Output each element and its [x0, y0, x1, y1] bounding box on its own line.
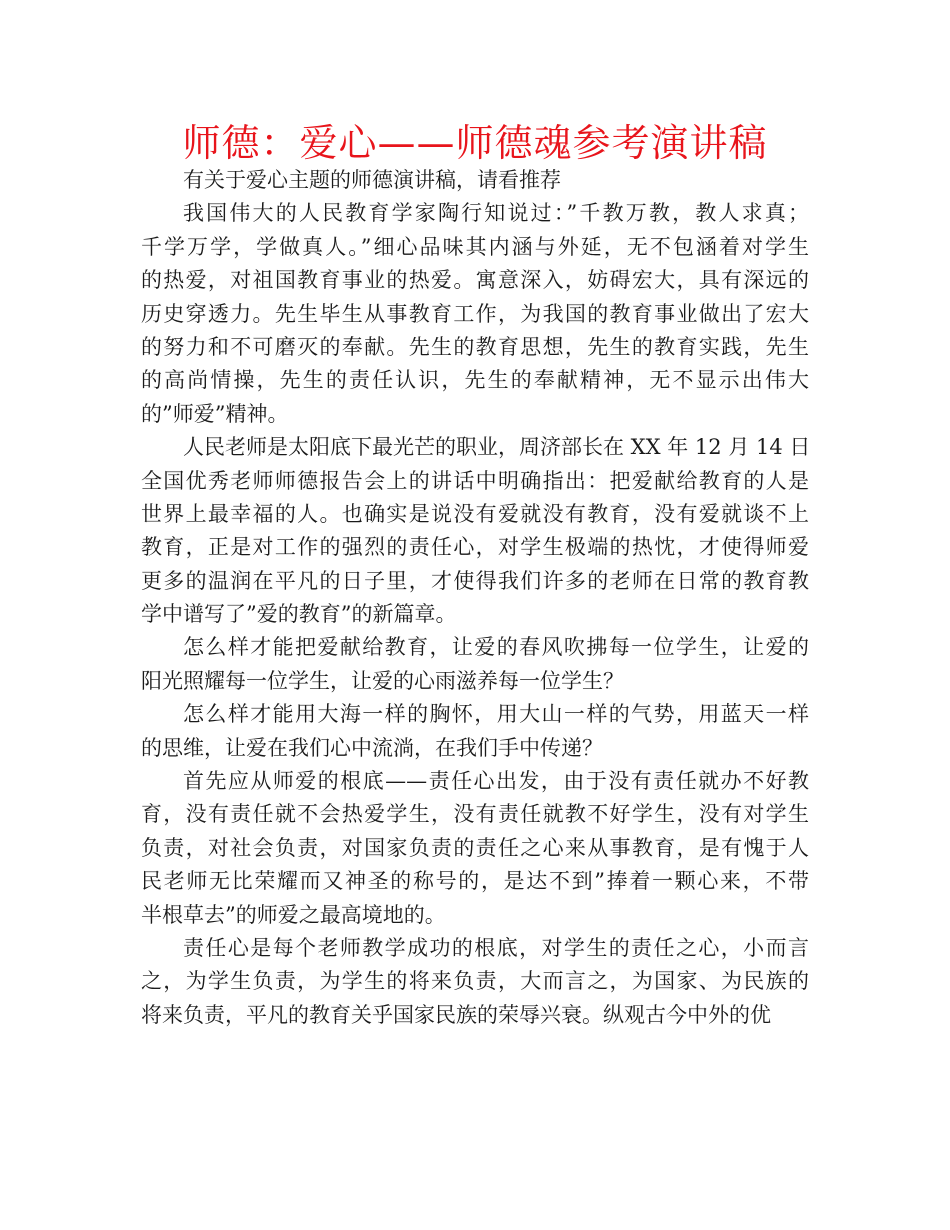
paragraph-line: 千学万学，学做真人。”细心品味其内涵与外延，无不包涵着对学生: [141, 234, 809, 259]
paragraph: [141, 698, 809, 765]
paragraph-line: 人民老师是太阳底下最光芒的职业，周济部长在 XX 年 12 月 14 日: [183, 435, 811, 460]
paragraph: [141, 197, 809, 431]
paragraph-line: 首先应从师爱的根底——责任心出发，由于没有责任就办不好教: [183, 769, 809, 794]
document-title: 师德：爱心——师德魂参考演讲稿: [182, 121, 768, 165]
paragraph-line: 学中谱写了”爱的教育”的新篇章。: [141, 602, 457, 627]
paragraph-line: 阳光照耀每一位学生，让爱的心雨滋养每一位学生？: [141, 668, 624, 693]
paragraph-line: 教育，正是对工作的强烈的责任心，对学生极端的热忱，才使得师爱: [141, 535, 809, 560]
paragraph-line: 负责，对社会负责，对国家负责的责任之心来从事教育，是有愧于人: [141, 835, 809, 860]
paragraph-line: 怎么样才能把爱献给教育，让爱的春风吹拂每一位学生，让爱的: [183, 635, 809, 660]
paragraph-line: 责任心是每个老师教学成功的根底，对学生的责任之心，小而言: [183, 935, 809, 960]
paragraph: [141, 164, 809, 197]
paragraph-line: 全国优秀老师师德报告会上的讲话中明确指出：把爱献给教育的人是: [141, 468, 809, 493]
paragraph-line: 民老师无比荣耀而又神圣的称号的，是达不到”捧着一颗心来，不带: [141, 869, 809, 894]
paragraph: [141, 765, 809, 932]
paragraph: [141, 431, 809, 631]
paragraph: [141, 631, 809, 698]
document-body: [141, 164, 809, 1032]
paragraph: [141, 932, 809, 1032]
paragraph-line: 的高尚情操，先生的责任认识，先生的奉献精神，无不显示出伟大: [141, 368, 809, 393]
paragraph-line: 的热爱，对祖国教育事业的热爱。寓意深入，妨碍宏大，具有深远的: [141, 268, 809, 293]
paragraph-line: 更多的温润在平凡的日子里，才使得我们许多的老师在日常的教育教: [141, 568, 809, 593]
paragraph-line: 之，为学生负责，为学生的将来负责，大而言之，为国家、为民族的: [141, 969, 809, 994]
paragraph-line: 的努力和不可磨灭的奉献。先生的教育思想，先生的教育实践，先生: [141, 334, 809, 359]
paragraph-line: 怎么样才能用大海一样的胸怀，用大山一样的气势，用蓝天一样: [183, 702, 809, 727]
paragraph-line: 将来负责，平凡的教育关乎国家民族的荣辱兴衰。纵观古今中外的优: [141, 1002, 771, 1027]
paragraph-line: 我国伟大的人民教育学家陶行知说过：”千教万教，教人求真；: [183, 201, 809, 226]
paragraph-line: 的”师爱”精神。: [141, 401, 289, 426]
paragraph-line: 育，没有责任就不会热爱学生，没有责任就教不好学生，没有对学生: [141, 802, 809, 827]
paragraph-line: 半根草去”的师爱之最高境地的。: [141, 902, 446, 927]
paragraph-line: 世界上最幸福的人。也确实是说没有爱就没有教育，没有爱就谈不上: [141, 501, 809, 526]
paragraph-line: 历史穿透力。先生毕生从事教育工作，为我国的教育事业做出了宏大: [141, 301, 809, 326]
paragraph-line: 的思维，让爱在我们心中流淌，在我们手中传递？: [141, 735, 603, 760]
paragraph-line: 有关于爱心主题的师德演讲稿，请看推荐: [183, 168, 561, 192]
